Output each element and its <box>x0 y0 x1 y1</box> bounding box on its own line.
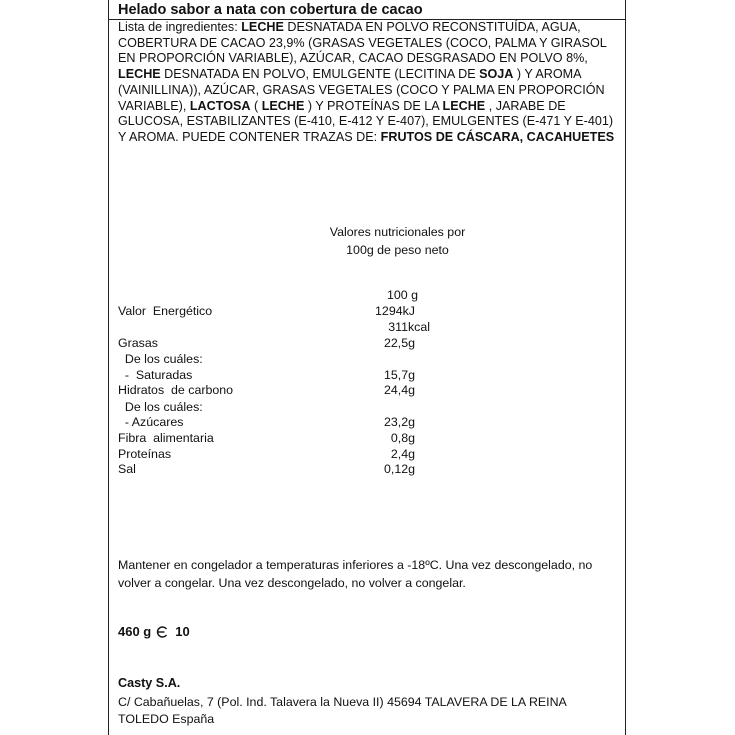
nutrition-label: Grasas <box>118 336 158 350</box>
allergen-text: LECHE <box>261 98 305 113</box>
storage-instructions: Mantener en congelador a temperaturas inferiores a -18ºC. Una vez descongelado, no volver a congelar. Una vez descongelado, no volver a congelar. <box>118 558 593 590</box>
nutrition-value: 311kcal <box>388 320 430 334</box>
allergen-text: LECHE <box>118 67 161 82</box>
nutrition-label: De los cuáles: <box>118 400 203 414</box>
product-title: Helado sabor a nata con cobertura de cacao <box>118 2 423 18</box>
nutrition-column-header: 100 g <box>386 288 418 302</box>
allergen-text: LECHE <box>241 20 284 34</box>
nutrition-value: 15,7g <box>383 368 415 382</box>
nutrition-label: De los cuáles: <box>118 352 203 366</box>
ingredient-text: ( <box>250 98 262 113</box>
nutrition-value: 1294kJ <box>375 304 415 318</box>
ingredient-text: Lista de ingredientes: <box>118 20 242 34</box>
nutrition-value: 22,5g <box>383 336 415 350</box>
ingredient-text: ) Y AROMA (VAINILLINA)), AZÚCAR, GRASAS VEGETALES (COCO Y PALMA EN PROPORCIÓN VARIABLE), <box>118 67 605 113</box>
nutrition-value: 24,4g <box>383 383 415 397</box>
company-name: Casty S.A. <box>118 676 181 690</box>
nutrition-value: 23,2g <box>383 415 415 429</box>
nutrition-label: Proteínas <box>118 447 172 461</box>
nutrition-label: Sal <box>118 462 136 476</box>
nutrition-value: 2,4g <box>390 447 415 461</box>
nutrition-label: Valor Energético <box>118 304 213 318</box>
company-address: C/ Cabañuelas, 7 (Pol. Ind. Talavera la Nueva II) 45694 TALAVERA DE LA REINA TOLEDO España <box>118 695 567 726</box>
net-weight-line <box>118 624 190 639</box>
nutrition-header <box>300 224 495 259</box>
estimated-sign-icon <box>155 625 169 639</box>
net-weight: 460 g <box>118 624 152 639</box>
nutrition-value: 0,8g <box>390 431 415 445</box>
nutrition-value: 0,12g <box>383 462 415 476</box>
nutrition-label: Fibra alimentaria <box>118 431 214 445</box>
unit-count: 10 <box>175 624 190 639</box>
nutrition-label: Hidratos de carbono <box>118 383 234 397</box>
ingredient-text: DESNATADA EN POLVO, EMULGENTE (LECITINA DE <box>160 67 480 82</box>
nutrition-header-line2: 100g de peso neto <box>346 242 449 257</box>
ingredient-text: ) Y PROTEÍNAS DE LA <box>304 98 443 113</box>
allergen-text: LACTOSA <box>189 98 251 113</box>
nutrition-label: - Azúcares <box>118 415 184 429</box>
nutrition-header-line1: Valores nutricionales por <box>329 225 466 239</box>
ingredient-text: DESNATADA EN POLVO RECONSTITUÍDA, AGUA, COBERTURA DE CACAO 23,9% (GRASAS VEGETALES (COCO, PALMA Y GIRASOL EN PROPORCIÓN VARIABLE), AZÚCAR, CACAO DESGRASADO EN POLVO 8%, <box>118 20 607 66</box>
nutrition-label: - Saturadas <box>118 368 193 382</box>
ingredients-list <box>118 20 618 146</box>
ingredient-text: , JARABE DE GLUCOSA, ESTABILIZANTES (E-410, E-412 Y E-407), EMULGENTES (E-471 Y E-401) Y AROMA. PUEDE CONTENER TRAZAS DE: <box>118 98 614 144</box>
allergen-text: SOJA <box>479 67 514 82</box>
allergen-text: LECHE <box>442 98 486 113</box>
allergen-text: FRUTOS DE CÁSCARA, CACAHUETES <box>380 129 615 144</box>
